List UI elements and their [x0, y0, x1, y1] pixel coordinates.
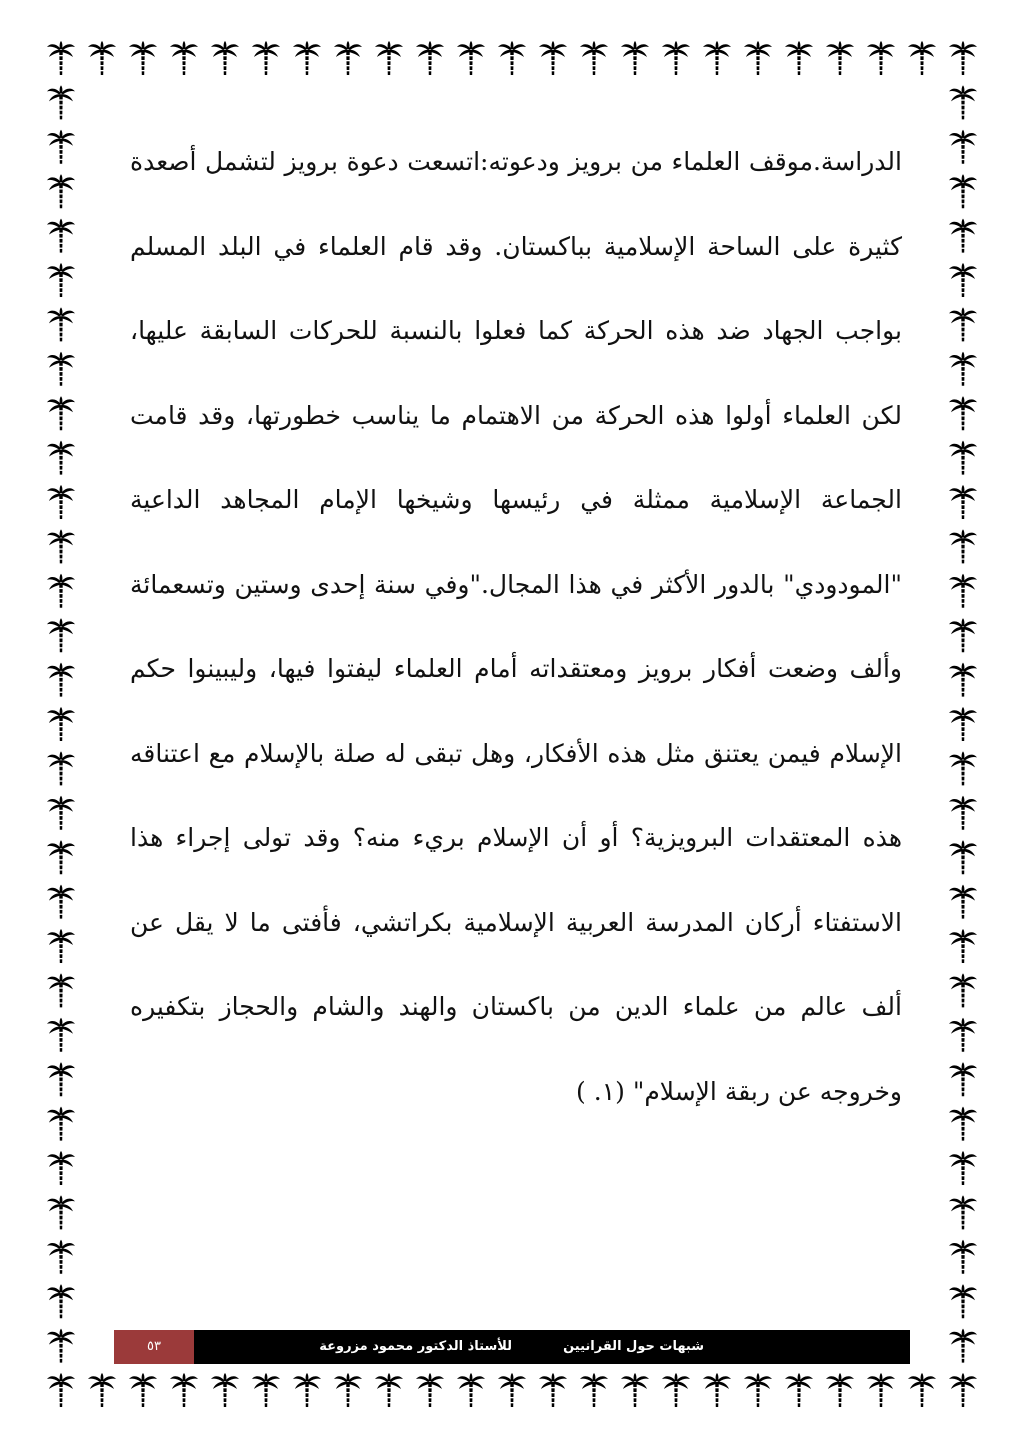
palm-tree-icon: [47, 1284, 75, 1318]
body-paragraph: الدراسة.موقف العلماء من برويز ودعوته:اتسعت دعوة برويز لتشمل أصعدة كثيرة على الساحة الإسلامية بباكستان. وقد قام العلماء في البلد المسلم بواجب الجهاد ضد هذه الحركة كما فعلوا بالنسبة للحركات السابقة عليها، لكن العلماء أولوا هذه الحركة من الاهتمام ما يناسب خطورتها، وقد قامت الجماعة الإسلامية ممثلة في رئيسها وشيخها الإمام المجاهد الداعية "المودودي" بالدور الأكثر في هذا المجال."وفي سنة إحدى وستين وتسعمائة وألف وضعت أفكار برويز ومعتقداته أمام العلماء ليفتوا فيها، وليبينوا حكم الإسلام فيمن يعتنق مثل هذه الأفكار، وهل تبقى له صلة بالإسلام مع اعتناقه هذه المعتقدات البرويزية؟ أو أن الإسلام بريء منه؟ وقد تولى إجراء هذا الاستفتاء أركان المدرسة العربية الإسلامية بكراتشي، فأفتى ما لا يقل عن ألف عالم من علماء الدين من باكستان والهند والشام والحجاز بتكفيره وخروجه عن ربقة الإسلام" (١. ): [130, 147, 902, 1106]
palm-tree-icon: [949, 1373, 977, 1407]
palm-tree-icon: [949, 41, 977, 75]
palm-tree-icon: [744, 1373, 772, 1407]
palm-tree-icon: [949, 352, 977, 386]
palm-tree-icon: [47, 707, 75, 741]
palm-tree-icon: [252, 1373, 280, 1407]
body-text: [130, 120, 902, 1134]
footer-book-title: شبهات حول القرانيين: [563, 1339, 704, 1354]
footer-author: للأستاذ الدكتور محمود مزروعة: [319, 1339, 512, 1354]
palm-tree-icon: [621, 1373, 649, 1407]
palm-tree-icon: [580, 1373, 608, 1407]
palm-tree-icon: [334, 1373, 362, 1407]
palm-tree-icon: [457, 1373, 485, 1407]
palm-tree-icon: [662, 1373, 690, 1407]
palm-tree-icon: [47, 574, 75, 608]
palm-tree-icon: [703, 1373, 731, 1407]
palm-tree-icon: [949, 707, 977, 741]
palm-tree-icon: [949, 485, 977, 519]
palm-tree-icon: [47, 1240, 75, 1274]
palm-tree-icon: [47, 885, 75, 919]
palm-tree-icon: [949, 263, 977, 297]
palm-tree-icon: [949, 751, 977, 785]
palm-tree-icon: [47, 307, 75, 341]
palm-tree-icon: [498, 41, 526, 75]
palm-tree-icon: [211, 41, 239, 75]
palm-tree-icon: [744, 41, 772, 75]
palm-tree-icon: [867, 1373, 895, 1407]
palm-tree-icon: [47, 263, 75, 297]
palm-tree-icon: [949, 929, 977, 963]
palm-tree-icon: [47, 1151, 75, 1185]
palm-tree-icon: [47, 352, 75, 386]
palm-tree-icon: [949, 618, 977, 652]
palm-tree-icon: [949, 130, 977, 164]
palm-tree-icon: [88, 41, 116, 75]
palm-tree-icon: [949, 396, 977, 430]
palm-tree-icon: [908, 1373, 936, 1407]
palm-tree-icon: [949, 574, 977, 608]
palm-tree-icon: [47, 1329, 75, 1363]
palm-tree-icon: [949, 174, 977, 208]
palm-tree-icon: [662, 41, 690, 75]
palm-tree-icon: [47, 41, 75, 75]
palm-tree-icon: [47, 441, 75, 475]
palm-tree-icon: [949, 663, 977, 697]
palm-tree-icon: [498, 1373, 526, 1407]
palm-tree-icon: [47, 1062, 75, 1096]
palm-tree-icon: [375, 41, 403, 75]
palm-tree-icon: [949, 1240, 977, 1274]
palm-tree-icon: [170, 41, 198, 75]
palm-tree-icon: [949, 1195, 977, 1229]
palm-tree-icon: [47, 130, 75, 164]
palm-tree-icon: [949, 219, 977, 253]
palm-tree-icon: [293, 1373, 321, 1407]
page-number: ٥٣: [114, 1330, 194, 1364]
palm-tree-icon: [949, 973, 977, 1007]
palm-tree-icon: [949, 1107, 977, 1141]
palm-tree-icon: [539, 1373, 567, 1407]
palm-tree-icon: [949, 85, 977, 119]
palm-tree-icon: [47, 973, 75, 1007]
palm-tree-icon: [47, 529, 75, 563]
palm-tree-icon: [785, 41, 813, 75]
palm-tree-icon: [826, 1373, 854, 1407]
palm-tree-icon: [949, 441, 977, 475]
palm-tree-icon: [949, 1284, 977, 1318]
palm-tree-icon: [47, 1195, 75, 1229]
palm-tree-icon: [47, 840, 75, 874]
palm-tree-icon: [416, 1373, 444, 1407]
palm-tree-icon: [539, 41, 567, 75]
palm-tree-icon: [47, 219, 75, 253]
palm-tree-icon: [170, 1373, 198, 1407]
palm-tree-icon: [580, 41, 608, 75]
palm-tree-icon: [949, 885, 977, 919]
palm-tree-icon: [47, 174, 75, 208]
palm-tree-icon: [949, 1151, 977, 1185]
palm-tree-icon: [47, 85, 75, 119]
palm-tree-icon: [334, 41, 362, 75]
palm-tree-icon: [47, 485, 75, 519]
palm-tree-icon: [949, 1329, 977, 1363]
palm-tree-icon: [949, 1062, 977, 1096]
footer-bar: [114, 1330, 910, 1364]
palm-tree-icon: [252, 41, 280, 75]
palm-tree-icon: [826, 41, 854, 75]
palm-tree-icon: [47, 1373, 75, 1407]
palm-tree-icon: [457, 41, 485, 75]
palm-tree-icon: [88, 1373, 116, 1407]
palm-tree-icon: [703, 41, 731, 75]
palm-tree-icon: [47, 751, 75, 785]
palm-tree-icon: [949, 796, 977, 830]
palm-tree-icon: [129, 41, 157, 75]
palm-tree-icon: [949, 1018, 977, 1052]
palm-tree-icon: [47, 1018, 75, 1052]
palm-tree-icon: [47, 663, 75, 697]
palm-tree-icon: [416, 41, 444, 75]
palm-tree-icon: [375, 1373, 403, 1407]
palm-tree-icon: [949, 307, 977, 341]
palm-tree-icon: [867, 41, 895, 75]
palm-tree-icon: [785, 1373, 813, 1407]
palm-tree-icon: [621, 41, 649, 75]
palm-tree-icon: [47, 618, 75, 652]
palm-tree-icon: [949, 840, 977, 874]
palm-tree-icon: [211, 1373, 239, 1407]
palm-tree-icon: [908, 41, 936, 75]
palm-tree-icon: [293, 41, 321, 75]
palm-tree-icon: [47, 396, 75, 430]
palm-tree-icon: [129, 1373, 157, 1407]
palm-tree-icon: [47, 796, 75, 830]
palm-tree-icon: [47, 929, 75, 963]
palm-tree-icon: [47, 1107, 75, 1141]
palm-tree-icon: [949, 529, 977, 563]
